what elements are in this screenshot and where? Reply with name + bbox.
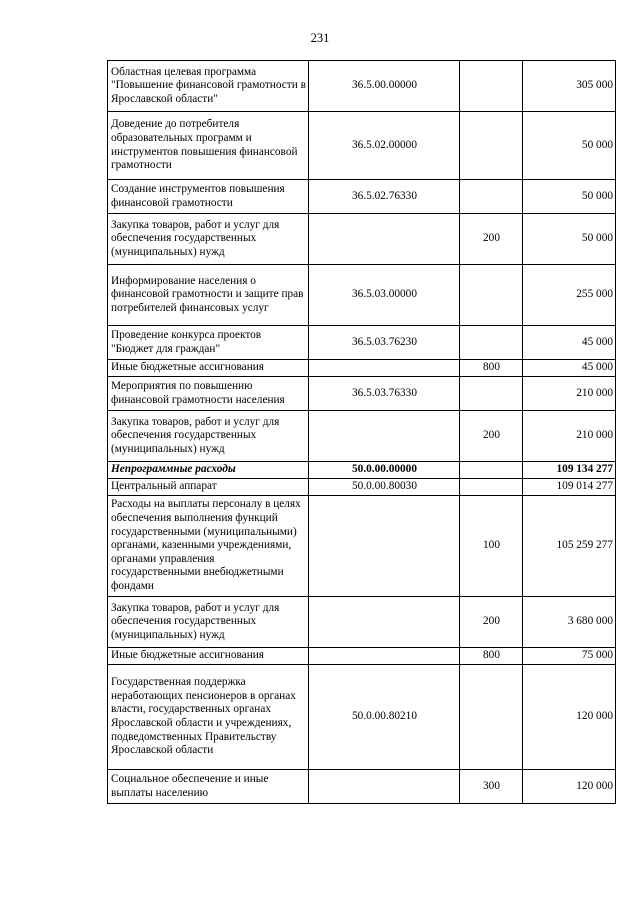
row-code: 36.5.02.00000	[309, 112, 460, 180]
row-vr: 200	[460, 597, 523, 648]
table-row	[108, 214, 616, 265]
table-row	[108, 496, 616, 597]
row-code	[309, 648, 460, 665]
row-vr	[460, 326, 523, 360]
row-sum: 50 000	[523, 214, 616, 265]
row-sum: 109 014 277	[523, 479, 616, 496]
row-sum: 305 000	[523, 61, 616, 112]
page-number: 231	[310, 31, 330, 45]
row-name: Закупка товаров, работ и услуг для обеспечения государственных (муниципальных) нужд	[108, 214, 309, 265]
row-vr: 800	[460, 360, 523, 377]
row-vr: 300	[460, 770, 523, 804]
row-name: Доведение до потребителя образовательных программ и инструментов повышения финансовой грамотности	[108, 112, 309, 180]
row-vr	[460, 462, 523, 479]
row-vr	[460, 479, 523, 496]
row-sum: 3 680 000	[523, 597, 616, 648]
budget-table	[107, 60, 616, 804]
row-name: Иные бюджетные ассигнования	[108, 360, 309, 377]
row-name: Областная целевая программа "Повышение финансовой грамотности в Ярославской области"	[108, 61, 309, 112]
row-name: Расходы на выплаты персоналу в целях обеспечения выполнения функций государственными (муниципальными) органами, казенными учреждениями, органами управления государственными внебюджетными фондами	[108, 496, 309, 597]
table-row	[108, 112, 616, 180]
row-code	[309, 360, 460, 377]
row-name: Информирование населения о финансовой грамотности и защите прав потребителей финансовых услуг	[108, 265, 309, 326]
row-vr	[460, 265, 523, 326]
row-vr: 800	[460, 648, 523, 665]
table-row	[108, 326, 616, 360]
row-name: Государственная поддержка неработающих пенсионеров в органах власти, государственных органах Ярославской области и учреждениях, подведомственных Правительству Ярославской области	[108, 665, 309, 770]
table-row	[108, 770, 616, 804]
row-code	[309, 214, 460, 265]
row-vr	[460, 377, 523, 411]
row-vr: 200	[460, 214, 523, 265]
row-vr	[460, 61, 523, 112]
row-sum: 105 259 277	[523, 496, 616, 597]
row-name: Иные бюджетные ассигнования	[108, 648, 309, 665]
row-sum: 109 134 277	[523, 462, 616, 479]
row-vr: 200	[460, 411, 523, 462]
row-vr	[460, 112, 523, 180]
table-row	[108, 411, 616, 462]
table-row	[108, 360, 616, 377]
table-row	[108, 180, 616, 214]
row-code: 36.5.00.00000	[309, 61, 460, 112]
row-sum: 75 000	[523, 648, 616, 665]
table-row	[108, 61, 616, 112]
row-sum: 120 000	[523, 665, 616, 770]
row-name: Проведение конкурса проектов "Бюджет для граждан"	[108, 326, 309, 360]
table-row	[108, 479, 616, 496]
table-row	[108, 665, 616, 770]
row-name: Создание инструментов повышения финансовой грамотности	[108, 180, 309, 214]
row-name: Центральный аппарат	[108, 479, 309, 496]
row-sum: 50 000	[523, 180, 616, 214]
row-vr	[460, 665, 523, 770]
row-code: 36.5.03.00000	[309, 265, 460, 326]
row-code: 36.5.03.76230	[309, 326, 460, 360]
row-code	[309, 770, 460, 804]
row-code	[309, 411, 460, 462]
row-code: 50.0.00.00000	[309, 462, 460, 479]
table-row	[108, 597, 616, 648]
row-name: Закупка товаров, работ и услуг для обеспечения государственных (муниципальных) нужд	[108, 411, 309, 462]
row-sum: 120 000	[523, 770, 616, 804]
row-code: 36.5.02.76330	[309, 180, 460, 214]
row-sum: 255 000	[523, 265, 616, 326]
row-sum: 45 000	[523, 326, 616, 360]
row-sum: 210 000	[523, 377, 616, 411]
row-name: Мероприятия по повышению финансовой грамотности населения	[108, 377, 309, 411]
row-code: 50.0.00.80030	[309, 479, 460, 496]
row-name: Социальное обеспечение и иные выплаты населению	[108, 770, 309, 804]
table-row	[108, 648, 616, 665]
table-row	[108, 462, 616, 479]
table-row	[108, 265, 616, 326]
row-code: 50.0.00.80210	[309, 665, 460, 770]
row-code: 36.5.03.76330	[309, 377, 460, 411]
row-code	[309, 496, 460, 597]
row-sum: 210 000	[523, 411, 616, 462]
row-sum: 45 000	[523, 360, 616, 377]
row-name: Непрограммные расходы	[108, 462, 309, 479]
row-vr	[460, 180, 523, 214]
table-row	[108, 377, 616, 411]
row-vr: 100	[460, 496, 523, 597]
row-code	[309, 597, 460, 648]
row-sum: 50 000	[523, 112, 616, 180]
row-name: Закупка товаров, работ и услуг для обеспечения государственных (муниципальных) нужд	[108, 597, 309, 648]
